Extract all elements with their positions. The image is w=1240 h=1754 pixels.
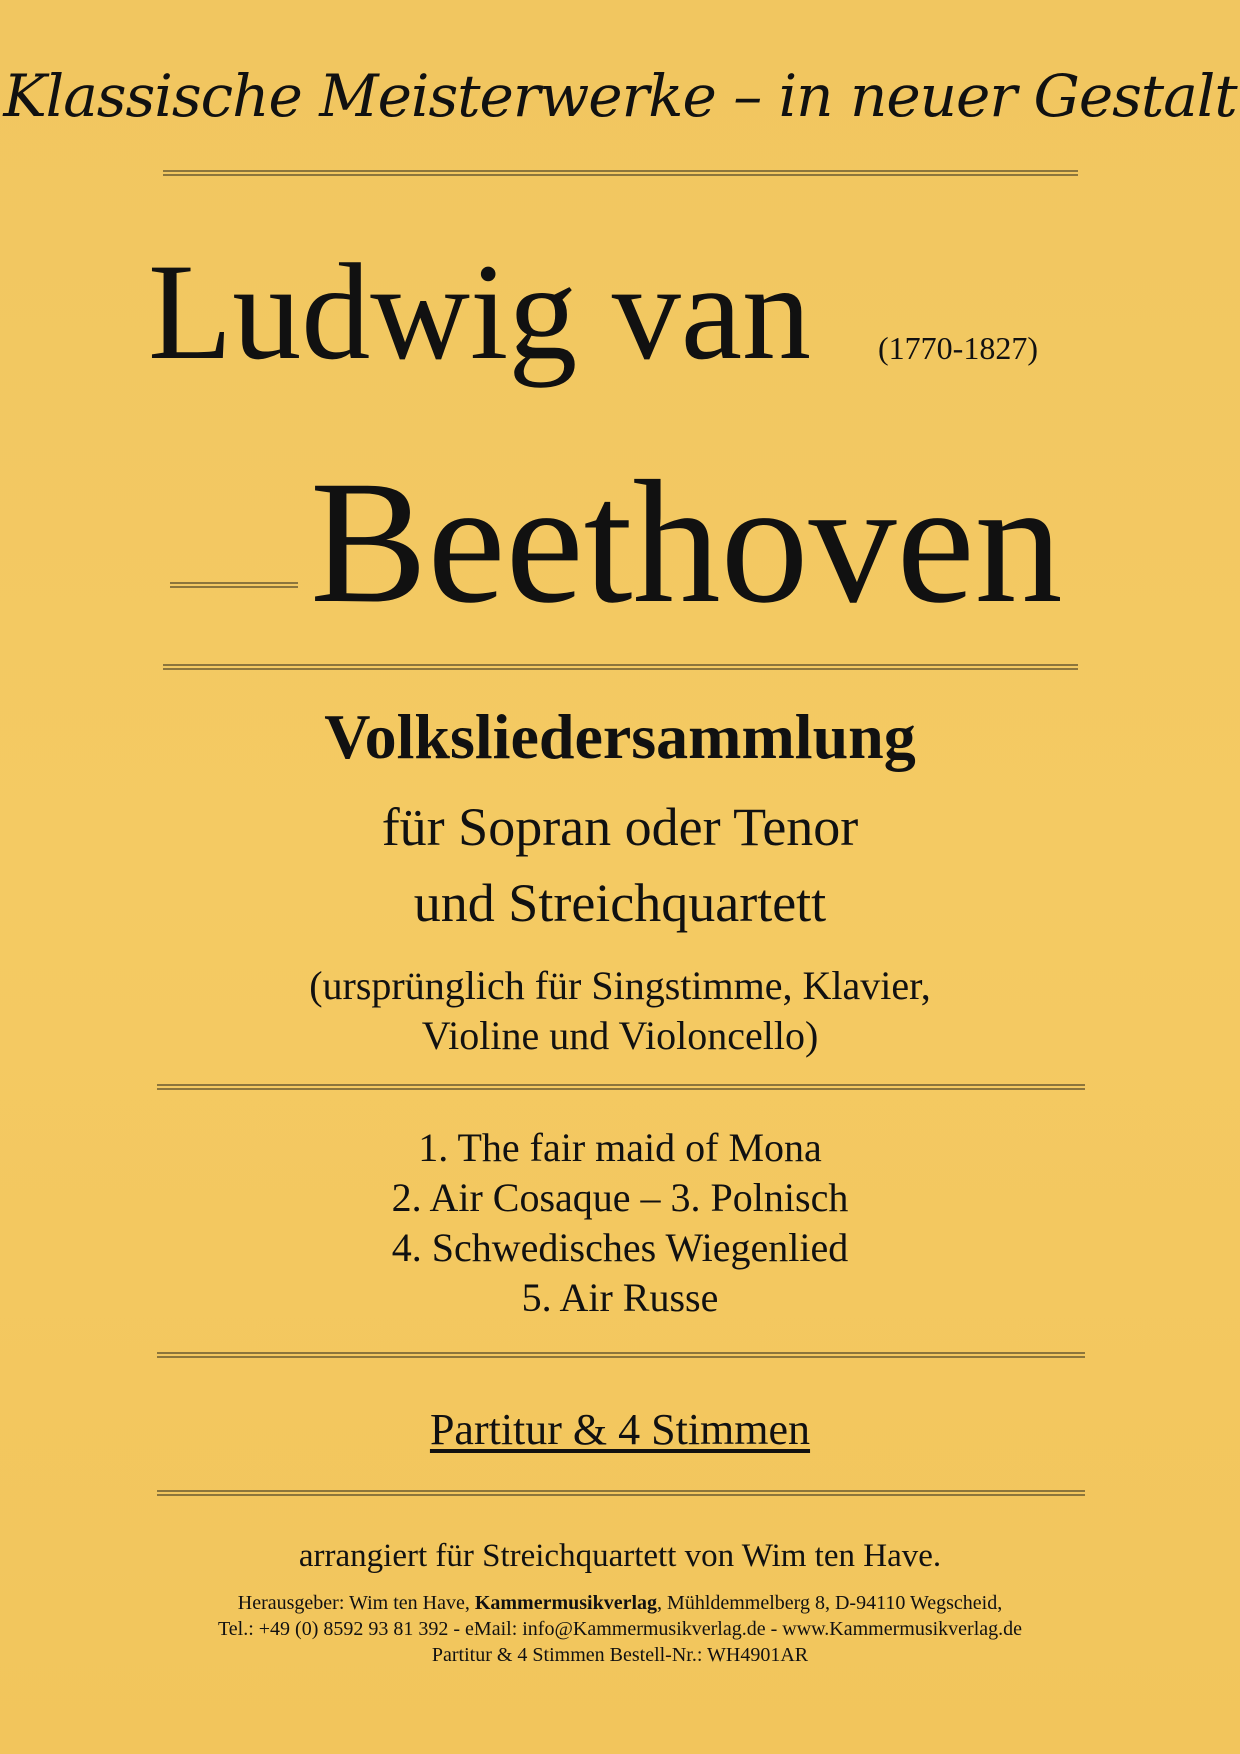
contents-item: 2. Air Cosaque – 3. Polnisch — [391, 1175, 849, 1220]
publisher-line — [0, 1592, 1240, 1615]
composer-first-name: Ludwig van — [148, 235, 812, 388]
divider-1 — [163, 170, 1078, 176]
divider-5 — [157, 1490, 1085, 1496]
order-number: Partitur & 4 Stimmen Bestell-Nr.: WH4901AR — [431, 1644, 809, 1666]
contents-item: 4. Schwedisches Wiegenlied — [391, 1225, 849, 1270]
contents-item: 1. The fair maid of Mona — [418, 1125, 822, 1170]
divider-short — [170, 582, 298, 588]
contents-item: 5. Air Russe — [521, 1275, 719, 1320]
edition-label: Partitur & 4 Stimmen — [429, 1405, 811, 1454]
work-note-line2: Violine und Violoncello) — [421, 1013, 819, 1058]
work-title: Volksliedersammlung — [324, 701, 916, 772]
work-subtitle-line2: und Streichquartett — [413, 873, 827, 933]
publisher-name: Kammermusikverlag — [474, 1592, 658, 1614]
arranger-line: arrangiert für Streichquartett von Wim ten Have. — [298, 1538, 942, 1574]
publisher-contact: Tel.: +49 (0) 8592 93 81 392 - eMail: info@Kammermusikverlag.de - www.Kammermusikverlag.de — [217, 1618, 1023, 1640]
divider-4 — [157, 1352, 1085, 1358]
series-title: Klassische Meisterwerke – in neuer Gestalt — [3, 62, 1237, 130]
work-subtitle-line1: für Sopran oder Tenor — [381, 797, 859, 857]
publisher-prefix: Herausgeber: Wim ten Have, — [237, 1592, 470, 1614]
publisher-address: , Mühldemmelberg 8, D-94110 Wegscheid, — [657, 1592, 1003, 1614]
divider-3 — [157, 1084, 1085, 1090]
composer-dates: (1770-1827) — [878, 330, 1038, 366]
composer-last-name: Beethoven — [310, 445, 1063, 640]
work-note-line1: (ursprünglich für Singstimme, Klavier, — [309, 963, 931, 1008]
divider-2 — [163, 664, 1078, 670]
